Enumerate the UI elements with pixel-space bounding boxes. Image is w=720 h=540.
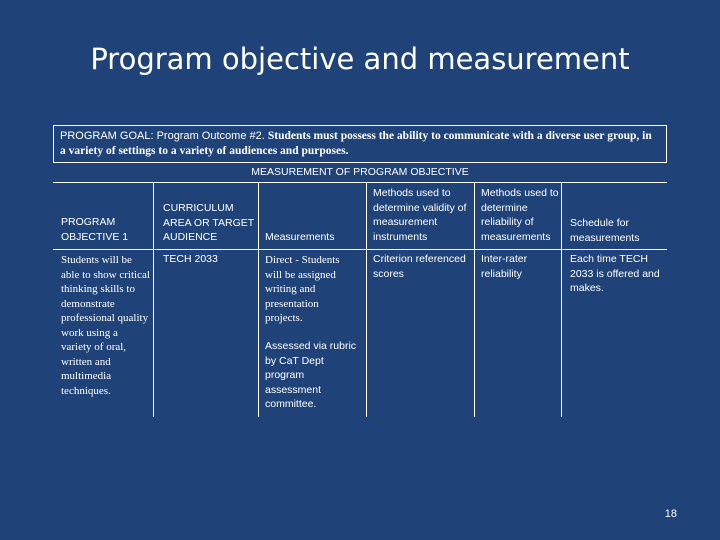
slide-title: Program objective and measurement	[90, 42, 630, 76]
column-divider-4	[474, 182, 475, 417]
program-goal-label: PROGRAM GOAL: Program Outcome #2.	[60, 130, 268, 142]
header-measurements: Measurements	[265, 231, 335, 243]
measurement-group-header: MEASUREMENT OF PROGRAM OBJECTIVE	[251, 166, 469, 178]
column-divider-2	[258, 182, 259, 417]
header-schedule: Schedule for measurements	[570, 217, 640, 244]
header-program-objective: PROGRAM OBJECTIVE 1	[61, 216, 129, 243]
row-measurements-direct: Direct - Students will be assigned writing and presentation projects.	[265, 254, 340, 324]
row-program-objective: Students will be able to show critical thinking skills to demonstrate professional quality work using a variety of oral, written and multimedia techniques.	[61, 254, 150, 397]
row-curriculum-area: TECH 2033	[163, 253, 218, 265]
row-measurements-assessed: Assessed via rubric by CaT Dept program assessment committee.	[265, 340, 357, 410]
header-row-line-top	[53, 182, 667, 183]
program-goal-box	[53, 125, 667, 163]
header-validity-methods: Methods used to determine validity of measurement instruments	[373, 187, 467, 243]
header-row-line-bottom	[53, 249, 667, 250]
header-reliability-methods: Methods used to determine reliability of measurements	[481, 187, 559, 243]
row-validity-methods: Criterion referenced scores	[373, 253, 466, 280]
page-number: 18	[664, 508, 677, 520]
program-goal-text: Students must possess the ability to communicate with a diverse user group, in a variety of settings to a variety of audiences and purposes.	[60, 130, 652, 157]
column-divider-1	[153, 182, 154, 417]
objective-measurement-table	[53, 165, 667, 417]
column-divider-3	[366, 182, 367, 417]
row-schedule: Each time TECH 2033 is offered and makes.	[570, 253, 660, 294]
row-reliability-methods: Inter-rater reliability	[481, 253, 528, 280]
header-curriculum-area: CURRICULUM AREA OR TARGET AUDIENCE	[163, 202, 255, 243]
